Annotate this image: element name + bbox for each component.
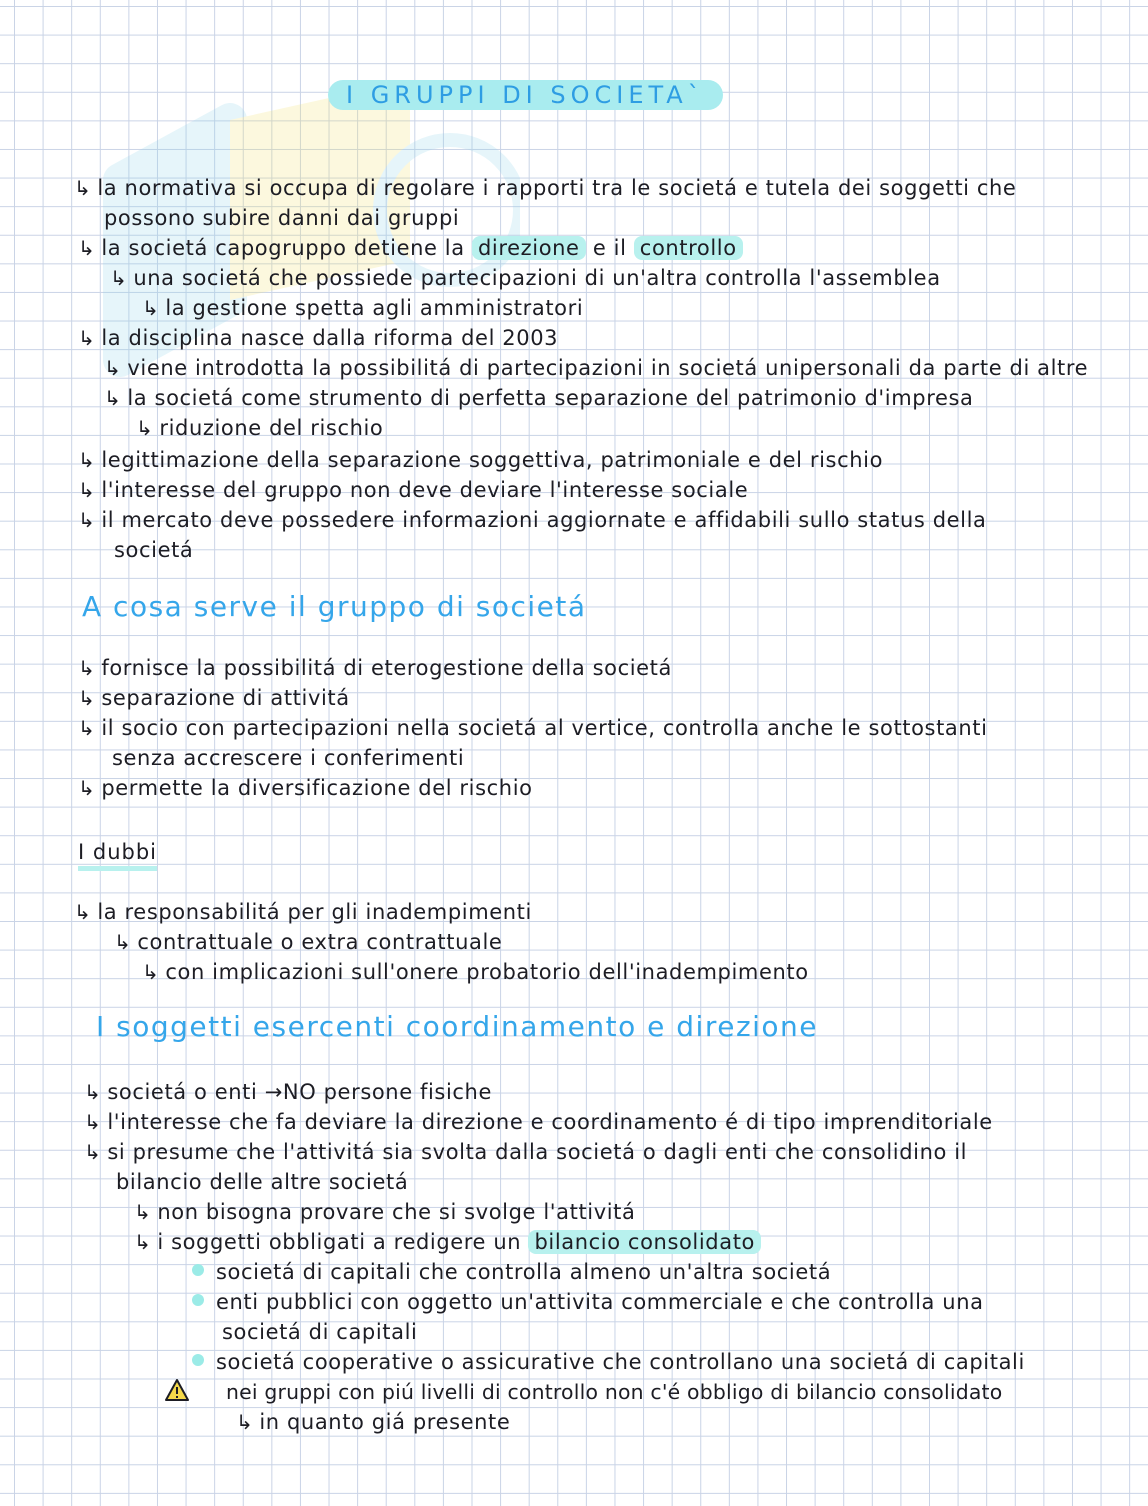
- list-item: [114, 928, 502, 956]
- arrow-icon: ↳: [104, 356, 122, 380]
- list-item: [78, 476, 748, 504]
- arrow-icon: ↳: [134, 1200, 152, 1224]
- note-text: la normativa si occupa di regolare i rapporti tra le societá e tutela dei soggetti che: [97, 176, 1017, 200]
- note-text: enti pubblici con oggetto un'attivita commerciale e che controlla una: [216, 1290, 984, 1314]
- bullet-dot-icon: [192, 1264, 204, 1276]
- note-text: societá o enti →NO persone fisiche: [107, 1080, 492, 1104]
- list-item: [236, 1408, 510, 1436]
- list-item: [78, 506, 987, 534]
- list-item: [104, 384, 974, 412]
- list-item: [74, 174, 1016, 202]
- warning-icon: [164, 1378, 190, 1402]
- list-item-continuation: possono subire danni dai gruppi: [104, 206, 460, 230]
- bullet-item: [192, 1288, 984, 1316]
- list-item: [136, 414, 383, 442]
- list-item: [110, 264, 941, 292]
- bullet-item: [192, 1348, 1025, 1376]
- list-item: [134, 1198, 635, 1226]
- list-item: [142, 958, 809, 986]
- list-item: [104, 354, 1088, 382]
- list-item-continuation: bilancio delle altre societá: [116, 1170, 409, 1194]
- list-item: [78, 446, 883, 474]
- section-heading: A cosa serve il gruppo di societá: [82, 590, 587, 623]
- note-text: non bisogna provare che si svolge l'attivitá: [157, 1200, 636, 1224]
- arrow-icon: ↳: [84, 1110, 102, 1134]
- arrow-icon: ↳: [142, 960, 160, 984]
- note-text: si presume che l'attivitá sia svolta dalla societá o dagli enti che consolidino il: [107, 1140, 968, 1164]
- list-item-continuation: senza accrescere i conferimenti: [112, 746, 465, 770]
- note-text: societá di capitali che controlla almeno un'altra societá: [216, 1260, 832, 1284]
- arrow-icon: ↳: [78, 478, 96, 502]
- list-item: [78, 234, 743, 262]
- arrow-icon: ↳: [78, 448, 96, 472]
- note-text: la societá capogruppo detiene la: [101, 236, 472, 260]
- note-text: viene introdotta la possibilitá di partecipazioni in societá unipersonali da parte di altre: [127, 356, 1089, 380]
- note-text: in quanto giá presente: [259, 1410, 511, 1434]
- list-item: [142, 294, 583, 322]
- arrow-icon: ↳: [136, 416, 154, 440]
- arrow-icon: ↳: [78, 716, 96, 740]
- arrow-icon: ↳: [84, 1140, 102, 1164]
- list-item: [134, 1228, 761, 1256]
- list-item-continuation: societá di capitali: [222, 1320, 418, 1344]
- list-item: [84, 1108, 993, 1136]
- note-text: permette la diversificazione del rischio: [101, 776, 533, 800]
- arrow-icon: ↳: [74, 176, 92, 200]
- note-text: societá cooperative o assicurative che controllano una societá di capitali: [216, 1350, 1025, 1374]
- note-text: il socio con partecipazioni nella societá al vertice, controlla anche le sottostanti: [101, 716, 988, 740]
- arrow-icon: ↳: [78, 776, 96, 800]
- arrow-icon: ↳: [236, 1410, 254, 1434]
- highlight-controllo: controllo: [634, 236, 743, 260]
- note-text: la societá come strumento di perfetta separazione del patrimonio d'impresa: [127, 386, 974, 410]
- arrow-icon: ↳: [134, 1230, 152, 1254]
- bullet-dot-icon: [192, 1294, 204, 1306]
- arrow-icon: ↳: [104, 386, 122, 410]
- list-item: [78, 324, 558, 352]
- arrow-icon: ↳: [110, 266, 128, 290]
- note-text: la gestione spetta agli amministratori: [165, 296, 584, 320]
- arrow-icon: ↳: [84, 1080, 102, 1104]
- note-text: la responsabilitá per gli inadempimenti: [97, 900, 532, 924]
- note-text: riduzione del rischio: [159, 416, 384, 440]
- section-heading: I soggetti esercenti coordinamento e direzione: [96, 1010, 819, 1043]
- list-item: [78, 654, 672, 682]
- list-item-continuation: societá: [114, 538, 194, 562]
- note-text: la disciplina nasce dalla riforma del 2003: [101, 326, 559, 350]
- highlight-bilancio-consolidato: bilancio consolidato: [528, 1230, 761, 1254]
- warning-text: nei gruppi con piú livelli di controllo non c'é obbligo di bilancio consolidato: [226, 1380, 1003, 1404]
- subsection-heading: I dubbi: [78, 838, 157, 871]
- arrow-icon: ↳: [78, 326, 96, 350]
- arrow-icon: ↳: [74, 900, 92, 924]
- list-item: [74, 898, 532, 926]
- note-text: e il: [585, 236, 634, 260]
- list-item: [84, 1138, 967, 1166]
- note-text: i soggetti obbligati a redigere un: [157, 1230, 529, 1254]
- note-text: contrattuale o extra contrattuale: [137, 930, 503, 954]
- note-text: una societá che possiede partecipazioni di un'altra controlla l'assemblea: [133, 266, 941, 290]
- arrow-icon: ↳: [78, 656, 96, 680]
- arrow-icon: ↳: [78, 236, 96, 260]
- note-text: l'interesse che fa deviare la direzione e coordinamento é di tipo imprenditoriale: [107, 1110, 993, 1134]
- note-text: legittimazione della separazione soggettiva, patrimoniale e del rischio: [101, 448, 884, 472]
- list-item: [78, 774, 533, 802]
- note-text: separazione di attivitá: [101, 686, 350, 710]
- arrow-icon: ↳: [78, 686, 96, 710]
- arrow-icon: ↳: [114, 930, 132, 954]
- list-item: [84, 1078, 492, 1106]
- note-text: fornisce la possibilitá di eterogestione della societá: [101, 656, 672, 680]
- page-title: I GRUPPI DI SOCIETA`: [328, 80, 723, 110]
- bullet-dot-icon: [192, 1354, 204, 1366]
- note-text: con implicazioni sull'onere probatorio dell'inadempimento: [165, 960, 809, 984]
- note-text: l'interesse del gruppo non deve deviare l'interesse sociale: [101, 478, 749, 502]
- arrow-icon: ↳: [142, 296, 160, 320]
- highlight-direzione: direzione: [472, 236, 586, 260]
- list-item: [78, 684, 350, 712]
- bullet-item: [192, 1258, 831, 1286]
- list-item: [78, 714, 988, 742]
- note-text: il mercato deve possedere informazioni aggiornate e affidabili sullo status della: [101, 508, 987, 532]
- arrow-icon: ↳: [78, 508, 96, 532]
